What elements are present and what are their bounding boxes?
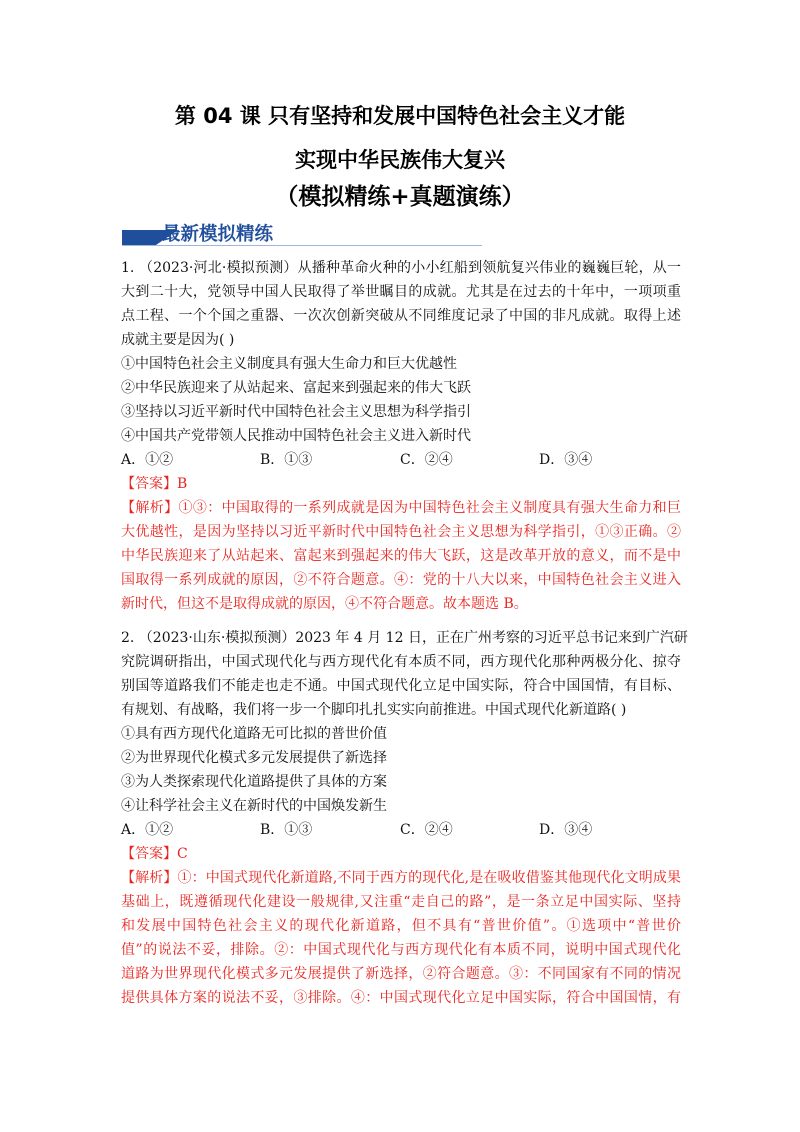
analysis-line: 新时代，但这不是取得成就的原因，④不符合题意。故本题选 B。	[121, 596, 528, 612]
analysis-text: ①：中国式现代化新道路,不同于西方的现代化,是在吸收借鉴其他现代化文明成果	[177, 870, 681, 886]
section-header-label: 最新模拟精练	[162, 224, 274, 245]
question-stem-line: 有规划、有战略，我们将一步一个脚印扎扎实实向前推进。中国式现代化新道路( )	[121, 702, 627, 718]
statement-item: ③为人类探索现代化道路提供了具体的方案	[121, 774, 387, 790]
analysis-label: 【解析】	[121, 500, 179, 516]
question-stem-line: 大到二十大，党领导中国人民取得了举世瞩目的成就。尤其是在过去的十年中，一项项重	[121, 284, 681, 300]
statement-item: ③坚持以习近平新时代中国特色社会主义思想为科学指引	[121, 404, 471, 420]
analysis-line: 值”的说法不妥，排除。②：中国式现代化与西方现代化有本质不同，说明中国式现代化	[121, 942, 681, 958]
question-stem-line: 1. （2023·河北·模拟预测）从播种革命火种的小小红船到领航复兴伟业的巍巍巨轮，从一	[121, 260, 681, 276]
section-header-bar	[122, 230, 156, 245]
section-header-rule	[122, 245, 482, 246]
section-header	[122, 220, 482, 248]
analysis-line: 国取得一系列成就的原因，②不符合题意。④：党的十八大以来，中国特色社会主义进入	[121, 572, 681, 588]
answer-line	[121, 842, 681, 866]
answer-value: B	[177, 476, 188, 492]
analysis-line: 道路为世界现代化模式多元发展提供了新选择，②符合题意。③：不同国家有不同的情况	[121, 966, 681, 982]
statement-item: ②中华民族迎来了从站起来、富起来到强起来的伟大飞跃	[121, 380, 471, 396]
question-1	[121, 256, 681, 616]
question-2	[121, 626, 688, 1010]
analysis-line: 中华民族迎来了从站起来、富起来到强起来的伟大飞跃，这是改革开放的意义，而不是中	[121, 548, 681, 564]
answer-label: 【答案】	[121, 846, 177, 862]
analysis-line: 和发展中国特色社会主义的现代化新道路，但不具有“普世价值”。①选项中“普世价	[121, 918, 681, 934]
analysis-text: ①③：中国取得的一系列成就是因为中国特色社会主义制度具有强大生命力和巨	[178, 500, 682, 516]
statement-item: ②为世界现代化模式多元发展提供了新选择	[121, 750, 387, 766]
analysis-line	[121, 496, 681, 520]
option-a: A．①②	[121, 822, 174, 838]
option-b: B．①③	[260, 452, 313, 468]
answer-line	[121, 472, 681, 496]
option-c: C．②④	[400, 452, 453, 468]
question-stem-line: 究院调研指出，中国式现代化与西方现代化有本质不同，西方现代化那种两极分化、掠夺	[121, 654, 681, 670]
option-a: A．①②	[121, 452, 174, 468]
answer-label: 【答案】	[121, 476, 177, 492]
title-line-2: 实现中华民族伟大复兴	[295, 148, 505, 172]
question-stem-line: 2. （2023·山东·模拟预测）2023 年 4 月 12 日，正在广州考察的习近平总书记来到广汽研	[121, 630, 688, 646]
analysis-line: 提供具体方案的说法不妥，③排除。④：中国式现代化立足中国实际，符合中国国情，有	[121, 990, 681, 1006]
statement-item: ④让科学社会主义在新时代的中国焕发新生	[121, 798, 387, 814]
option-b: B．①③	[260, 822, 313, 838]
statement-item: ①中国特色社会主义制度具有强大生命力和巨大优越性	[121, 356, 457, 372]
title-line-3: （模拟精练+真题演练）	[275, 184, 525, 210]
question-stem-line: 成就主要是因为( )	[121, 332, 235, 348]
analysis-line: 大优越性，是因为坚持以习近平新时代中国特色社会主义思想为科学指引，①③正确。②	[121, 524, 681, 540]
option-row	[121, 448, 681, 472]
question-stem-line: 别国等道路我们不能走也走不通。中国式现代化立足中国实际，符合中国国情，有目标、	[121, 678, 681, 694]
analysis-label: 【解析】	[121, 870, 178, 886]
analysis-line	[121, 866, 681, 890]
option-d: D．③④	[539, 822, 593, 838]
answer-value: C	[177, 846, 188, 862]
option-c: C．②④	[400, 822, 453, 838]
option-row	[121, 818, 681, 842]
title-line-1: 第 04 课 只有坚持和发展中国特色社会主义才能	[174, 104, 626, 128]
analysis-line: 基础上，既遵循现代化建设一般规律,又注重“走自己的路”，是一条立足中国实际、坚持	[121, 894, 681, 910]
question-stem-line: 点工程、一个个国之重器、一次次创新突破从不同维度记录了中国的非凡成就。取得上述	[121, 308, 681, 324]
option-d: D．③④	[539, 452, 593, 468]
statement-item: ①具有西方现代化道路无可比拟的普世价值	[121, 726, 387, 742]
statement-item: ④中国共产党带领人民推动中国特色社会主义进入新时代	[121, 428, 471, 444]
